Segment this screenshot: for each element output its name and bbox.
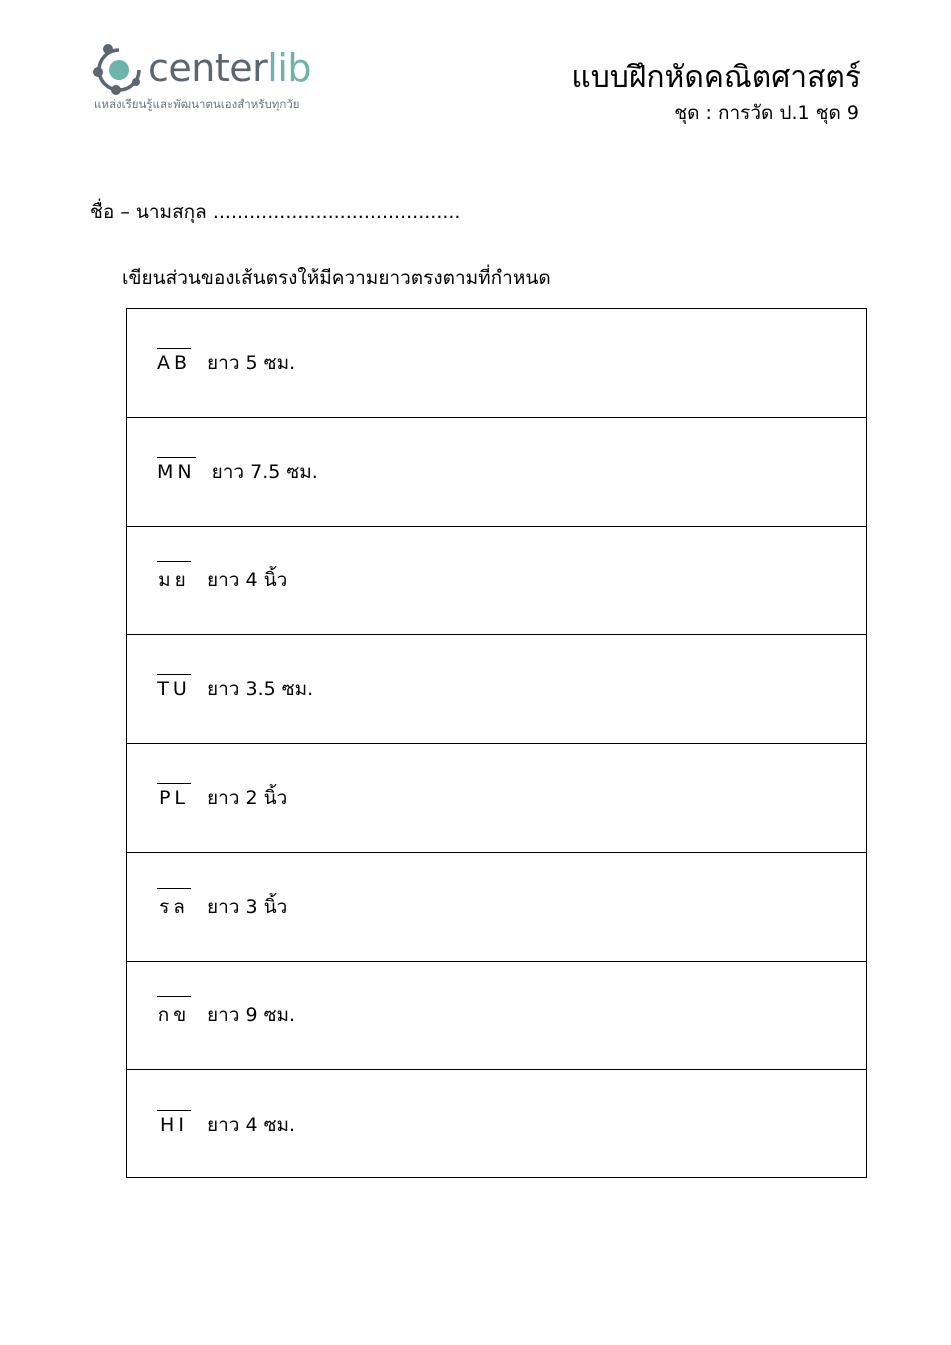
segment-length: ยาว 7.5 ซม. xyxy=(211,460,318,483)
logo-wordmark: centerlib xyxy=(148,46,312,90)
exercise-table xyxy=(126,308,867,1178)
segment-length: ยาว 3 นิ้ว xyxy=(207,895,288,918)
segment-length: ยาว 4 ซม. xyxy=(207,1113,296,1136)
segment-label: MN xyxy=(157,457,196,483)
segment-length: ยาว 5 ซม. xyxy=(207,351,296,374)
exercise-row[interactable] xyxy=(127,527,866,636)
exercise-row[interactable] xyxy=(127,1070,866,1179)
segment-label: TU xyxy=(157,674,191,700)
segment-label: มย xyxy=(157,561,191,595)
logo-icon xyxy=(92,42,148,98)
name-field-line: ชื่อ – นามสกุล ......................................... xyxy=(90,201,461,223)
logo xyxy=(92,40,352,120)
segment-length: ยาว 4 นิ้ว xyxy=(207,569,288,592)
segment-length: ยาว 2 นิ้ว xyxy=(207,786,288,809)
page-subtitle: ชุด : การวัด ป.1 ชุด 9 xyxy=(674,102,859,124)
segment-label: รล xyxy=(157,888,191,922)
logo-tagline: แหล่งเรียนรู้และพัฒนาตนเองสำหรับทุกวัย xyxy=(94,97,300,111)
segment-label: HI xyxy=(157,1110,191,1136)
exercise-row[interactable] xyxy=(127,635,866,744)
exercise-row[interactable] xyxy=(127,853,866,962)
segment-label: AB xyxy=(157,348,191,374)
exercise-row[interactable] xyxy=(127,962,866,1071)
segment-length: ยาว 3.5 ซม. xyxy=(207,678,314,701)
segment-label: PL xyxy=(157,783,191,809)
exercise-row[interactable] xyxy=(127,418,866,527)
page-title: แบบฝึกหัดคณิตศาสตร์ xyxy=(571,60,861,95)
segment-length: ยาว 9 ซม. xyxy=(207,1004,296,1027)
segment-label: กข xyxy=(157,996,191,1030)
exercise-row[interactable] xyxy=(127,744,866,853)
exercise-row[interactable] xyxy=(127,309,866,418)
instruction-text: เขียนส่วนของเส้นตรงให้มีความยาวตรงตามที่กำหนด xyxy=(122,267,551,289)
